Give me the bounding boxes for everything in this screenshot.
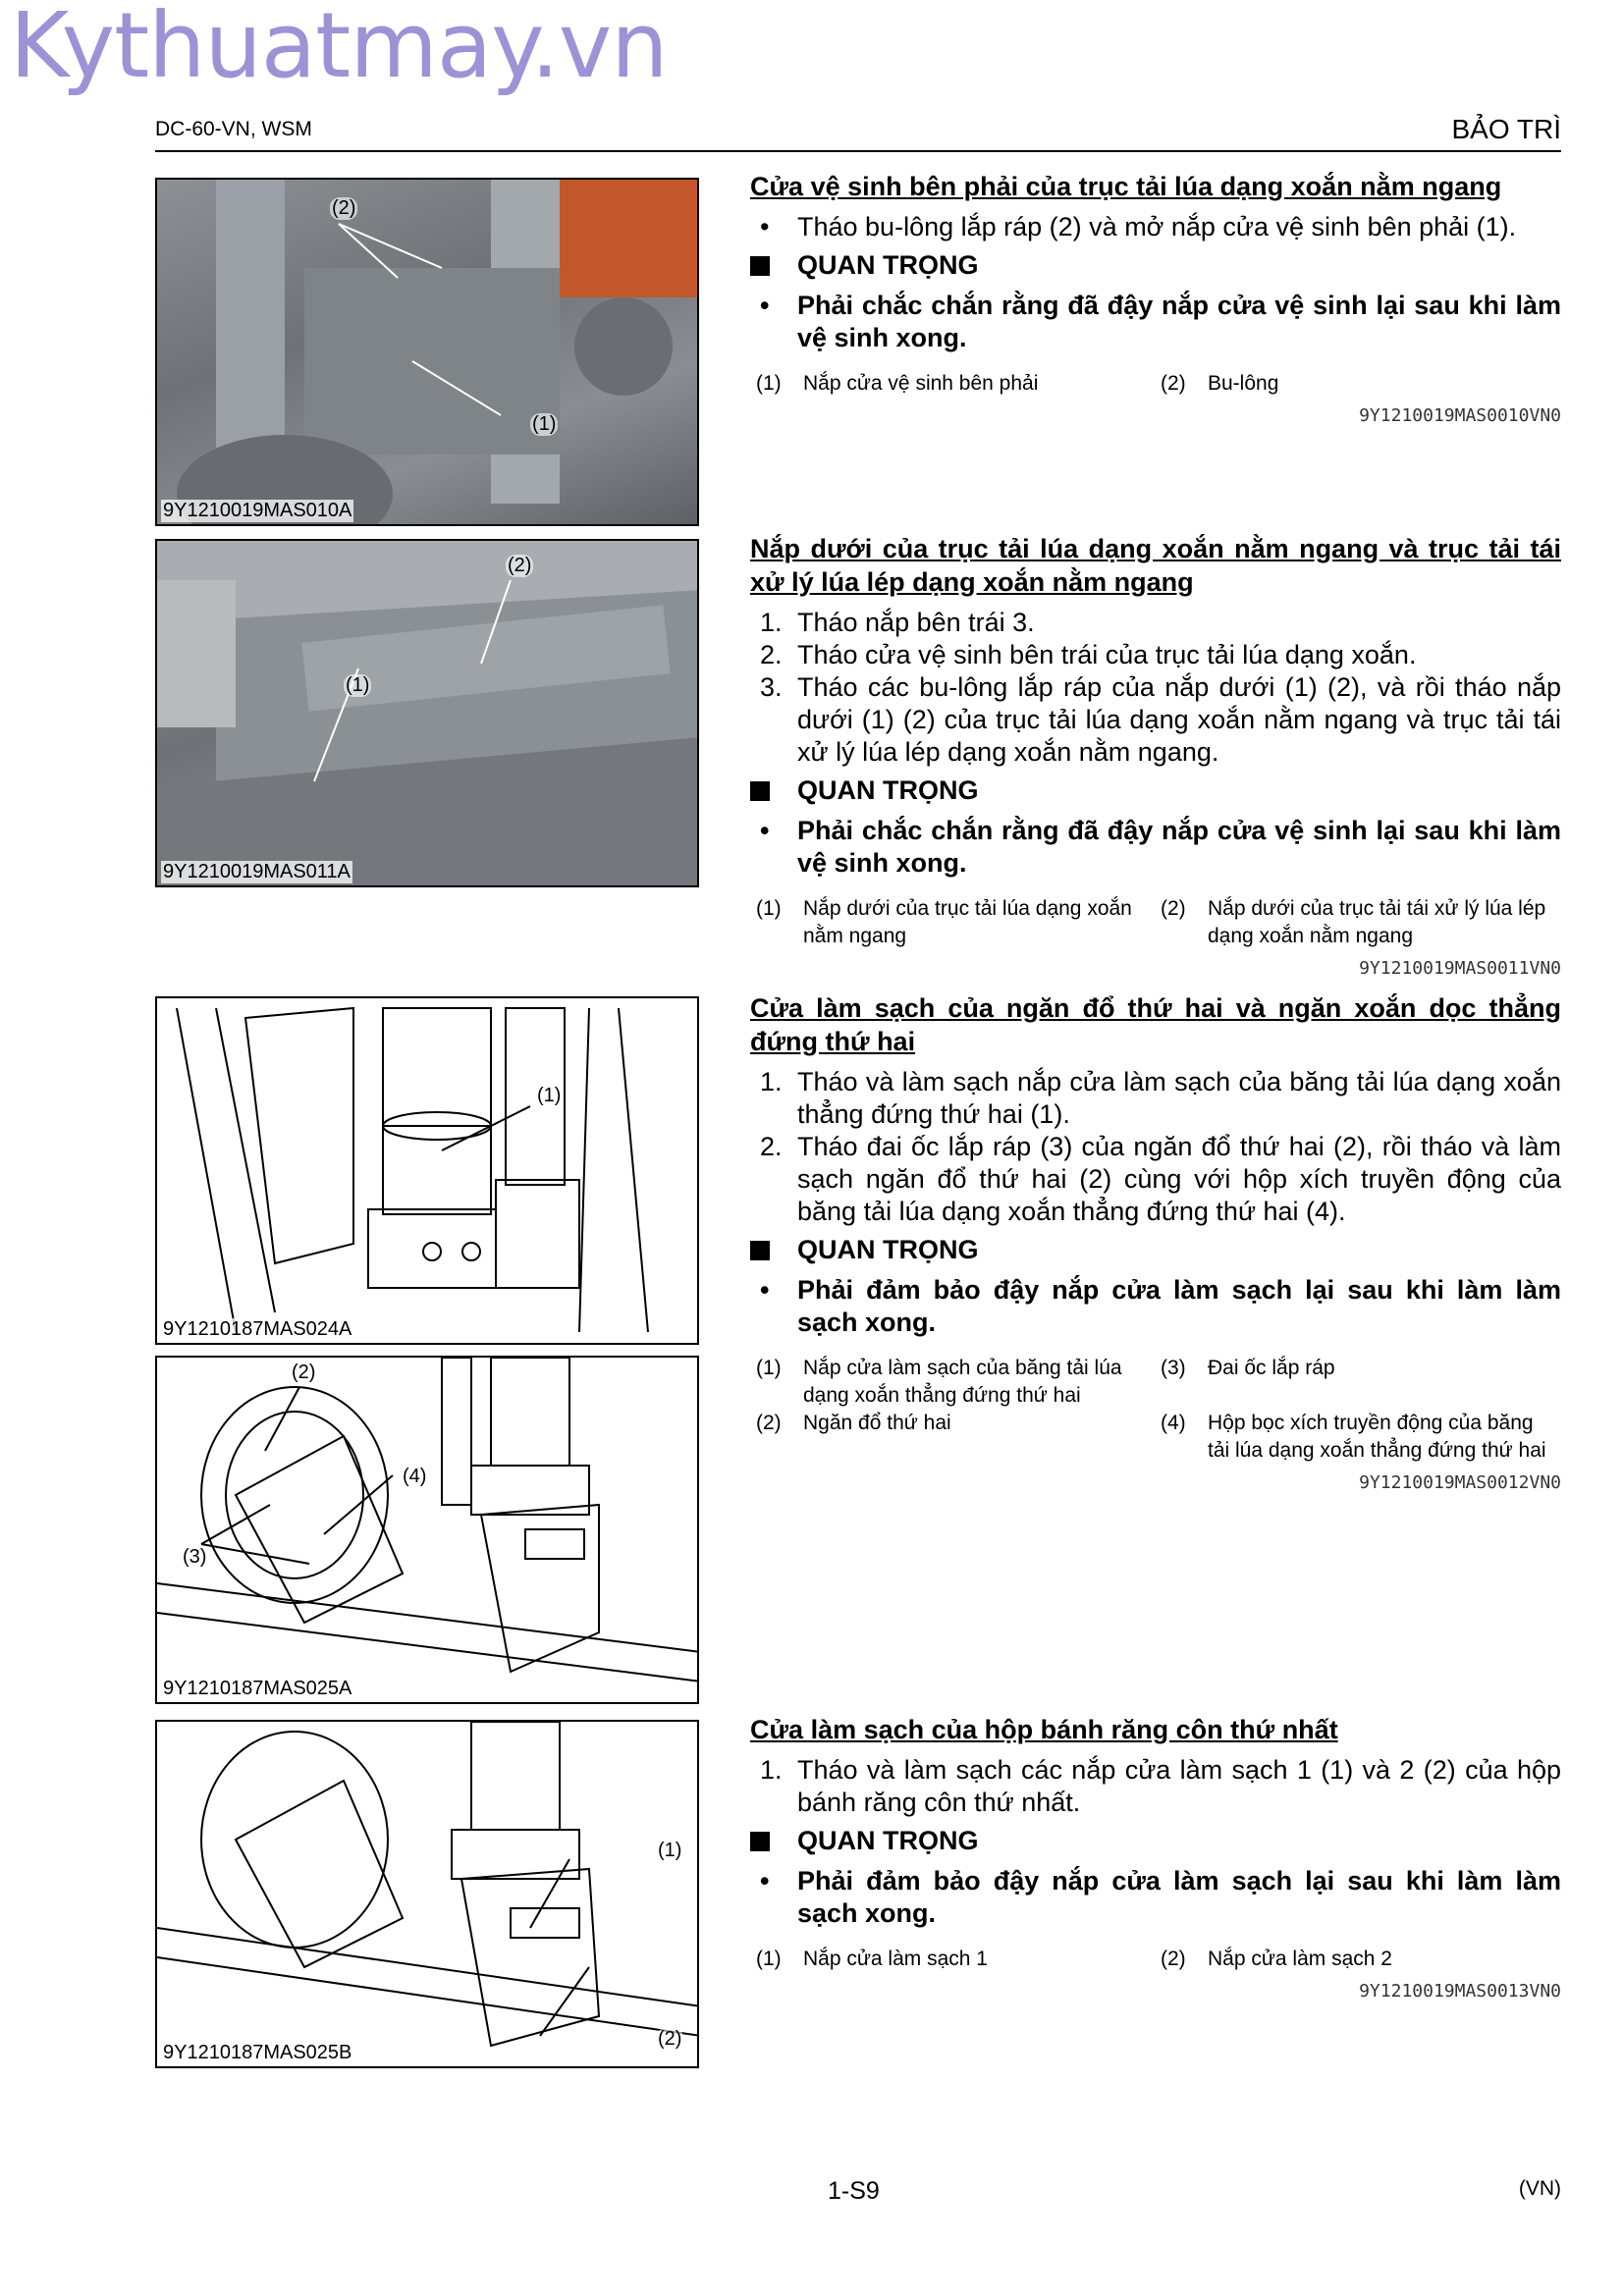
step-item: 1. Tháo và làm sạch nắp cửa làm sạch của băng tải lúa dạng xoắn thẳng đứng thứ hai (1).: [760, 1067, 1561, 1129]
callout-2: (2): [658, 2028, 682, 2050]
square-icon: [750, 1832, 770, 1851]
drawing-second-chute: [155, 1356, 699, 1704]
callout-1: (1): [658, 1840, 682, 1861]
reference-code: 9Y1210019MAS0013VN0: [1359, 1981, 1561, 2002]
watermark-logo: Kythuatmay.vn: [10, 0, 668, 98]
legend: [750, 1355, 1561, 1465]
important-note: • Phải đảm bảo đậy nắp cửa làm sạch lại sau khi làm làm sạch xong.: [760, 1866, 1561, 1928]
square-icon: [750, 781, 770, 801]
callout-2: (2): [332, 197, 356, 219]
drawing-vertical-auger-cleanout: [155, 996, 699, 1345]
step-item: 1. Tháo nắp bên trái 3.: [760, 608, 1035, 637]
important-label: QUAN TRỌNG: [750, 1825, 1561, 1857]
document-code: DC-60-VN, WSM: [155, 118, 312, 140]
step-item: 2. Tháo đai ốc lắp ráp (3) của ngăn đổ thứ hai (2), rồi tháo và làm sạch ngăn đổ thứ hai (2) cùng với hộp xích truyền động của băng tải lúa dạng xoắn thẳng đứng thứ hai (4).: [760, 1132, 1561, 1226]
step-item: • Tháo bu-lông lắp ráp (2) và mở nắp cửa vệ sinh bên phải (1).: [760, 212, 1517, 241]
photo-caption: 9Y1210019MAS010A: [163, 500, 352, 521]
section-title: BẢO TRÌ: [1451, 114, 1561, 144]
legend: [750, 895, 1561, 950]
legend-item: (2) Ngăn đổ thứ hai: [756, 1412, 951, 1434]
important-label: QUAN TRỌNG: [750, 1234, 1561, 1266]
step-item: 1. Tháo và làm sạch các nắp cửa làm sạch 1 (1) và 2 (2) của hộp bánh răng côn thứ nhất.: [760, 1755, 1561, 1817]
legend-item: (1) Nắp dưới của trục tải lúa dạng xoắn nằm ngang: [756, 897, 1132, 947]
legend-item: (2) Bu-lông: [1161, 372, 1279, 395]
section-heading: Cửa vệ sinh bên phải của trục tải lúa dạng xoắn nằm ngang: [750, 172, 1502, 201]
legend-item: (3) Đai ốc lắp ráp: [1161, 1357, 1335, 1379]
section-heading: Nắp dưới của trục tải lúa dạng xoắn nằm ngang và trục tải tái xử lý lúa lép dạng xoắn nằm ngang: [750, 534, 1561, 597]
important-note: • Phải chắc chắn rằng đã đậy nắp cửa vệ sinh lại sau khi làm vệ sinh xong.: [760, 291, 1561, 352]
callout-3: (3): [183, 1546, 207, 1568]
callout-2: (2): [508, 555, 532, 576]
square-icon: [750, 256, 770, 276]
important-label: QUAN TRỌNG: [750, 249, 1561, 282]
callout-1: (1): [346, 674, 370, 696]
header-divider: [155, 150, 1561, 152]
line-drawing: [157, 998, 699, 1345]
section-bevel-gearbox: [750, 1713, 1561, 2002]
legend-item: (1) Nắp cửa làm sạch của băng tải lúa dạng xoắn thẳng đứng thứ hai: [756, 1357, 1122, 1407]
reference-code: 9Y1210019MAS0010VN0: [1359, 405, 1561, 426]
photo-caption: 9Y1210187MAS025A: [163, 1678, 352, 1699]
reference-code: 9Y1210019MAS0012VN0: [1359, 1472, 1561, 1493]
section-heading: Cửa làm sạch của ngăn đổ thứ hai và ngăn xoắn dọc thẳng đứng thứ hai: [750, 993, 1561, 1056]
photo-right-cleanout-door: [155, 178, 699, 526]
step-item: 2. Tháo cửa vệ sinh bên trái của trục tải lúa dạng xoắn.: [760, 640, 1417, 669]
section-heading: Cửa làm sạch của hộp bánh răng côn thứ nhất: [750, 1715, 1338, 1744]
callout-1: (1): [532, 413, 557, 435]
photo-illustration: [157, 541, 699, 887]
reference-code: 9Y1210019MAS0011VN0: [1359, 958, 1561, 979]
section-second-chute: [750, 991, 1561, 1493]
legend: [750, 1946, 1561, 1973]
legend-item: (1) Nắp cửa làm sạch 1: [756, 1948, 988, 1970]
legend: [750, 370, 1561, 398]
drawing-bevel-gearbox: [155, 1720, 699, 2068]
step-item: 3. Tháo các bu-lông lắp ráp của nắp dưới (1) (2), và rồi tháo nắp dưới (1) (2) của trục tải lúa dạng xoắn nằm ngang và trục tải tái xử lý lúa lép dạng xoắn nằm ngang.: [760, 672, 1561, 767]
legend-item: (4) Hộp bọc xích truyền động của băng tải lúa dạng xoắn thẳng đứng thứ hai: [1161, 1412, 1546, 1462]
section-right-cleanout: [750, 170, 1561, 426]
language-tag: (VN): [1518, 2177, 1561, 2200]
callout-2: (2): [292, 1362, 316, 1383]
line-drawing: [157, 1722, 699, 2068]
photo-illustration: [157, 180, 699, 526]
important-label: QUAN TRỌNG: [750, 774, 1561, 807]
legend-item: (2) Nắp dưới của trục tải tái xử lý lúa lép dạng xoắn nằm ngang: [1161, 897, 1546, 947]
photo-caption: 9Y1210187MAS024A: [163, 1318, 352, 1340]
callout-4: (4): [403, 1466, 427, 1487]
photo-lower-covers: [155, 539, 699, 887]
important-note: • Phải chắc chắn rằng đã đậy nắp cửa vệ sinh lại sau khi làm vệ sinh xong.: [760, 816, 1561, 878]
callout-1: (1): [537, 1085, 562, 1106]
important-note: • Phải đảm bảo đậy nắp cửa làm sạch lại sau khi làm làm sạch xong.: [760, 1275, 1561, 1337]
line-drawing: [157, 1358, 699, 1704]
photo-caption: 9Y1210187MAS025B: [163, 2042, 352, 2063]
section-lower-covers: [750, 532, 1561, 979]
page-number: 1-S9: [828, 2177, 880, 2205]
legend-item: (1) Nắp cửa vệ sinh bên phải: [756, 372, 1039, 395]
legend-item: (2) Nắp cửa làm sạch 2: [1161, 1948, 1392, 1970]
square-icon: [750, 1241, 770, 1260]
photo-caption: 9Y1210019MAS011A: [163, 861, 351, 882]
